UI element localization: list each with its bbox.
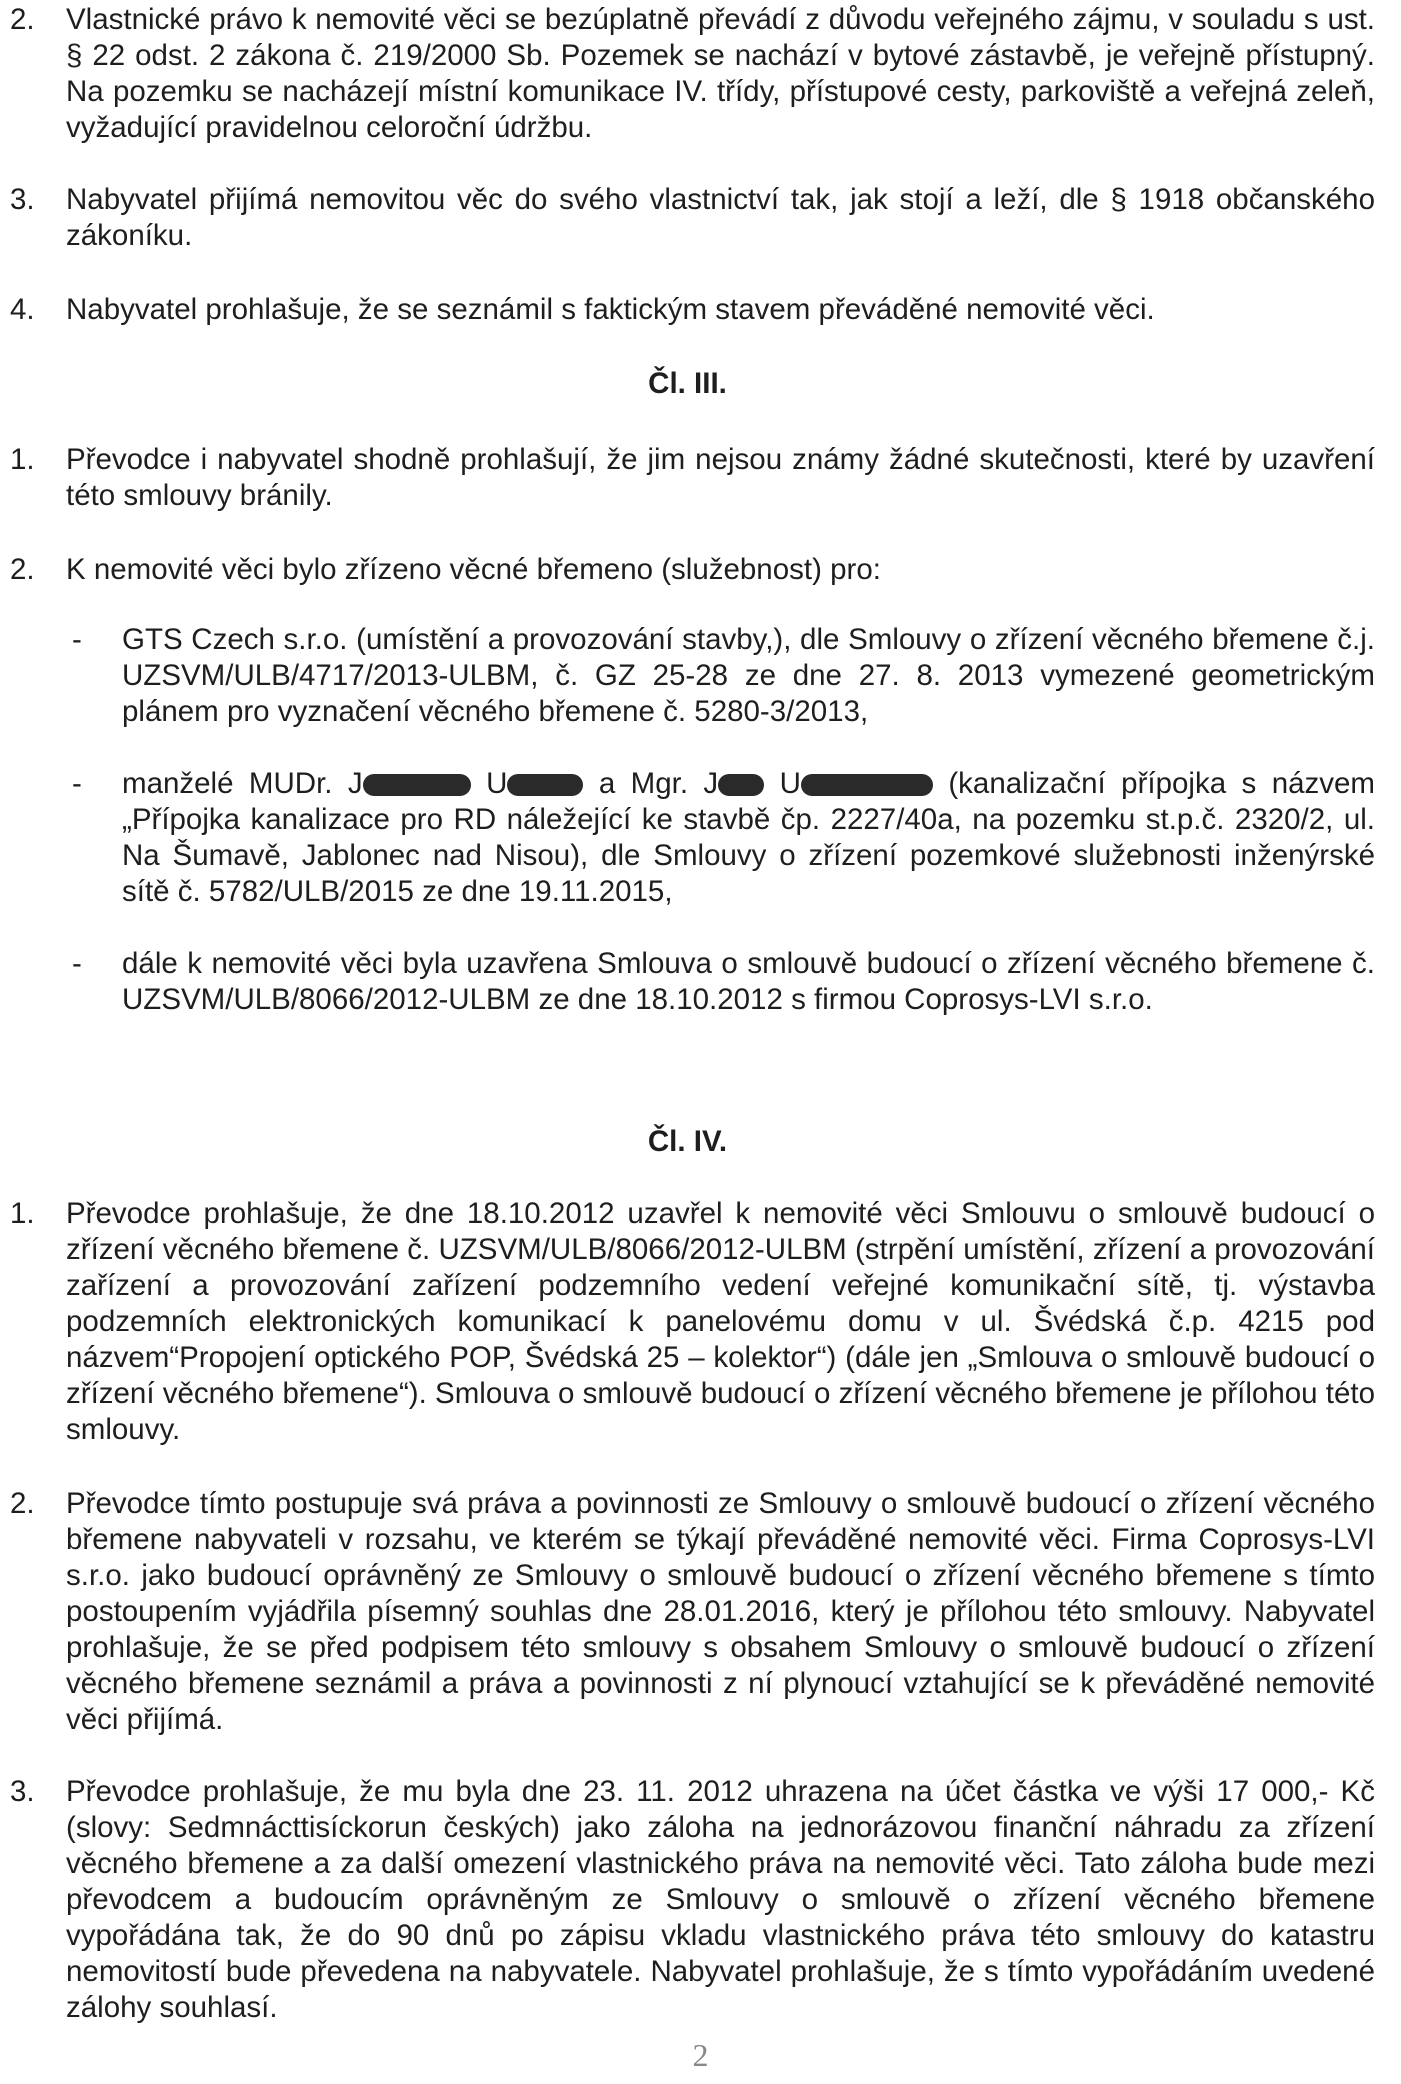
bullet-dash: -	[72, 947, 82, 980]
article-2-item-4	[0, 292, 1375, 328]
item-text: Nabyvatel přijímá nemovitou věc do svého vlastnictví tak, jak stojí a leží, dle § 1918 občanského zákoníku.	[66, 183, 1375, 252]
item-number: 2.	[10, 1487, 35, 1520]
bullet-text-part: manželé MUDr. J	[122, 767, 363, 800]
item-number: 3.	[10, 1775, 35, 1808]
article-4-item-1	[0, 1196, 1375, 1448]
redaction-mark	[363, 774, 471, 796]
article-2-item-3	[0, 182, 1375, 254]
bullet-text-part: U	[779, 767, 801, 800]
article-3-heading: Čl. III.	[648, 367, 727, 400]
easement-bullet-gts	[66, 622, 1375, 730]
item-number: 1.	[10, 443, 35, 476]
item-number: 2.	[10, 3, 35, 36]
bullet-text-part: U	[486, 767, 508, 800]
page-number: 2	[692, 2037, 709, 2073]
easement-bullet-coprosys	[66, 946, 1375, 1018]
item-text: Převodce prohlašuje, že mu byla dne 23. 11. 2012 uhrazena na účet částka ve výši 17 000,- Kč (slovy: Sedmnácttisíckorun českých) jako záloha na jednorázovou finanční náhradu za zřízení věcného břemene a za další omezení vlastnického práva na nemovité věci. Tato záloha bude mezi převodcem a budoucím oprávněným ze Smlouvy o smlouvě o zřízení věcného břemene vypořádána tak, že do 90 dnů po zápisu vkladu vlastnického práva této smlouvy do katastru nemovitostí bude převedena na nabyvatele. Nabyvatel prohlašuje, že s tímto vypořádáním uvedené zálohy souhlasí.	[66, 1775, 1375, 2024]
bullet-text	[122, 766, 1375, 910]
article-4-item-3	[0, 1774, 1375, 2026]
redaction-mark	[507, 774, 583, 796]
article-3-item-2	[0, 552, 1375, 588]
item-text: Nabyvatel prohlašuje, že se seznámil s faktickým stavem převáděné nemovité věci.	[66, 293, 1155, 326]
article-2-item-2	[0, 2, 1375, 146]
item-number: 4.	[10, 293, 35, 326]
bullet-dash: -	[72, 623, 82, 656]
bullet-text: GTS Czech s.r.o. (umístění a provozování stavby,), dle Smlouvy o zřízení věcného břemene č.j. UZSVM/ULB/4717/2013-ULBM, č. GZ 25-28 ze dne 27. 8. 2013 vymezené geometrickým plánem pro vyznačení věcného břemene č. 5280-3/2013,	[122, 623, 1375, 728]
item-number: 2.	[10, 553, 35, 586]
item-number: 3.	[10, 183, 35, 216]
item-text: Převodce prohlašuje, že dne 18.10.2012 uzavřel k nemovité věci Smlouvu o smlouvě budoucí o zřízení věcného břemene č. UZSVM/ULB/8066/2012-ULBM (strpění umístění, zřízení a provozování zařízení a provozování zařízení podzemního vedení veřejné komunikační sítě, tj. výstavba podzemních elektronických komunikací k panelovému domu v ul. Švédská č.p. 4215 pod názvem“Propojení optického POP, Švédská 25 – kolektor“) (dále jen „Smlouva o smlouvě budoucí o zřízení věcného břemene“). Smlouva o smlouvě budoucí o zřízení věcného břemene je přílohou této smlouvy.	[66, 1197, 1375, 1446]
item-text: Převodce tímto postupuje svá práva a povinnosti ze Smlouvy o smlouvě budoucí o zřízení věcného břemene nabyvateli v rozsahu, ve kterém se týkají převáděné nemovité věci. Firma Coprosys-LVI s.r.o. jako budoucí oprávněný ze Smlouvy o smlouvě budoucí o zřízení věcného břemene s tímto postoupením vyjádřila písemný souhlas dne 28.01.2016, který je přílohou této smlouvy. Nabyvatel prohlašuje, že se před podpisem této smlouvy s obsahem Smlouvy o smlouvě budoucí o zřízení věcného břemene seznámil a práva a povinnosti z ní plynoucí vztahující se k převáděné nemovité věci přijímá.	[66, 1487, 1375, 1736]
bullet-text-part: (kanalizační přípojka s názvem „Přípojka kanalizace pro RD náležející ke stavbě čp. 2227/40a, na pozemku st.p.č. 2320/2, ul. Na Šumavě, Jablonec nad Nisou), dle Smlouvy o zřízení pozemkové služebnosti inženýrské sítě č. 5782/ULB/2015 ze dne 19.11.2015,	[122, 767, 1375, 908]
article-4-item-2	[0, 1486, 1375, 1738]
bullet-text: dále k nemovité věci byla uzavřena Smlouva o smlouvě budoucí o zřízení věcného břemene č. UZSVM/ULB/8066/2012-ULBM ze dne 18.10.2012 s firmou Coprosys-LVI s.r.o.	[122, 947, 1375, 1016]
item-text: Převodce i nabyvatel shodně prohlašují, že jim nejsou známy žádné skutečnosti, které by uzavření této smlouvy bránily.	[66, 443, 1375, 512]
item-number: 1.	[10, 1197, 35, 1230]
article-3-item-1	[0, 442, 1375, 514]
bullet-text-part: a Mgr. J	[598, 767, 719, 800]
redaction-mark	[801, 774, 933, 796]
bullet-dash: -	[72, 767, 82, 800]
easement-bullet-spouses	[66, 766, 1375, 910]
item-text: K nemovité věci bylo zřízeno věcné břemeno (služebnost) pro:	[66, 553, 881, 586]
article-4-heading: Čl. IV.	[647, 1125, 728, 1158]
redaction-mark	[718, 774, 764, 796]
item-text: Vlastnické právo k nemovité věci se bezúplatně převádí z důvodu veřejného zájmu, v souladu s ust. § 22 odst. 2 zákona č. 219/2000 Sb. Pozemek se nachází v bytové zástavbě, je veřejně přístupný. Na pozemku se nacházejí místní komunikace IV. třídy, přístupové cesty, parkoviště a veřejná zeleň, vyžadující pravidelnou celoroční údržbu.	[66, 3, 1375, 144]
